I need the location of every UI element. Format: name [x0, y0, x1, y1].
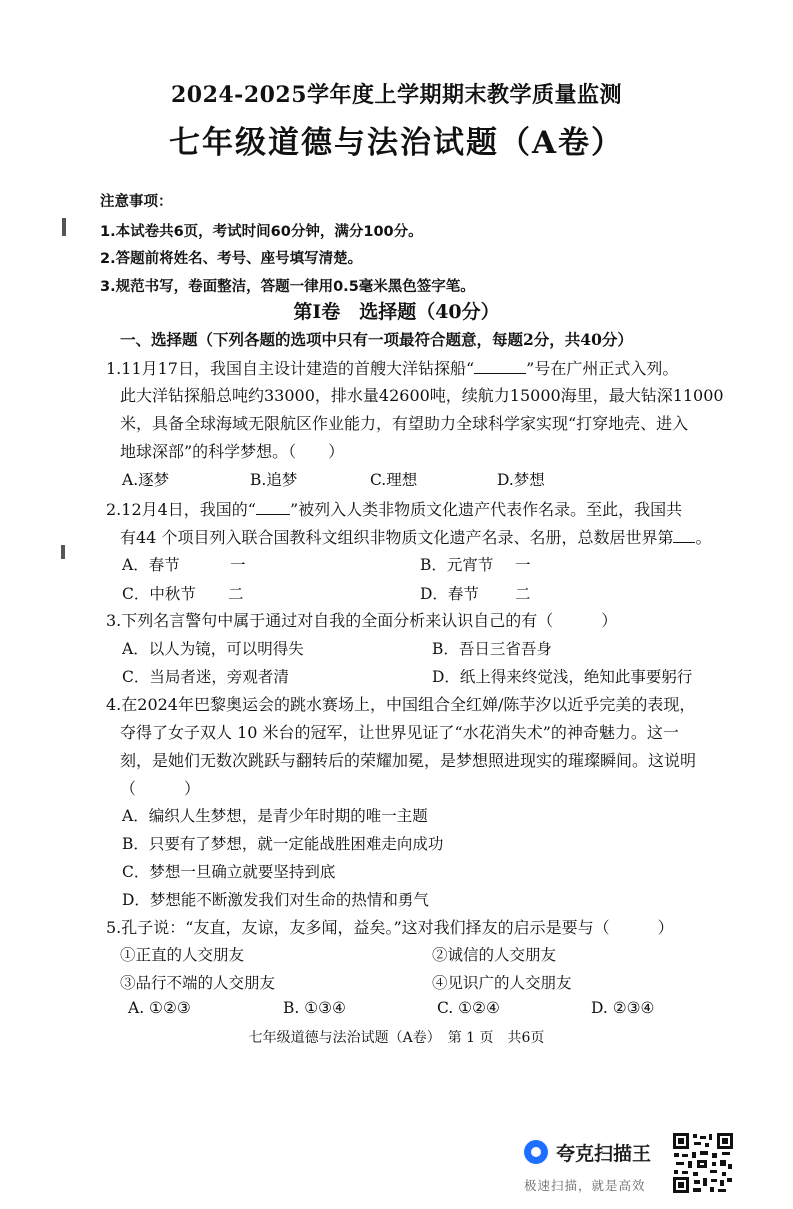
question-4-option-a: A．编织人生梦想，是青少年时期的唯一主题	[122, 807, 428, 825]
answer-blank	[673, 528, 695, 543]
notice-item-1: 1.本试卷共6页，考试时间60分钟，满分100分。	[100, 224, 423, 240]
question-1-option-c: C.理想	[370, 471, 418, 489]
question-4-line-2: 夺得了女子双人 10 米台的冠军，让世界见证了“水花消失术”的神奇魅力。这一	[120, 723, 679, 742]
part-heading: 一、选择题（下列各题的选项中只有一项最符合题意，每题2分，共40分）	[120, 330, 633, 349]
scan-mark	[62, 218, 66, 236]
scanner-logo-icon	[524, 1140, 548, 1164]
exam-header-line1: 2024-2025学年度上学期期末教学质量监测	[170, 82, 623, 108]
question-2-option-d: D．春节	[420, 585, 479, 603]
scanner-slogan: 极速扫描，就是高效	[524, 1178, 646, 1193]
question-5-item-3: ③品行不端的人交朋友	[120, 974, 276, 992]
question-2-option-b-value: 一	[515, 556, 531, 574]
qr-code-icon	[672, 1132, 734, 1194]
exam-title: 七年级道德与法治试题（A卷）	[168, 125, 625, 161]
scanner-brand-name: 夸克扫描王	[556, 1143, 652, 1165]
question-4-line-3: 刻，是她们无数次跳跃与翻转后的荣耀加冕，是梦想照进现实的璀璨瞬间。这说明	[120, 751, 697, 770]
question-5-line-1: 5.孔子说：“友直，友谅，友多闻，益矣。”这对我们择友的启示是要与（ ）	[106, 918, 674, 937]
question-2-option-a: A．春节	[122, 556, 180, 574]
question-5-option-c: C. ①②④	[437, 999, 500, 1017]
answer-blank	[474, 359, 526, 374]
question-2-option-c-value: 二	[228, 585, 244, 603]
question-1-option-b: B.追梦	[250, 471, 298, 489]
question-5-option-b: B. ①③④	[283, 999, 346, 1017]
question-3-option-a: A．以人为镜，可以明得失	[122, 640, 304, 658]
question-2-option-d-value: 二	[515, 585, 531, 603]
question-3-option-d: D．纸上得来终觉浅，绝知此事要躬行	[432, 668, 693, 686]
page-footer: 七年级道德与法治试题（A卷） 第 1 页 共6页	[248, 1030, 545, 1046]
question-2-line-1: 2.12月4日，我国的“ ”被列入人类非物质文化遗产代表作名录。至此，我国共	[106, 500, 683, 519]
question-4-line-4: （ ）	[120, 779, 201, 798]
question-1-line-2: 此大洋钻探船总吨约33000，排水量42600吨，续航力15000海里，最大钻深11000	[120, 386, 724, 405]
question-5-item-2: ②诚信的人交朋友	[432, 946, 557, 964]
notice-heading: 注意事项：	[100, 194, 173, 210]
question-3-option-c: C．当局者迷，旁观者清	[122, 668, 289, 686]
question-1-line-3: 米，具备全球海域无限航区作业能力，有望助力全球科学家实现“打穿地壳、进入	[120, 414, 689, 433]
answer-blank	[256, 500, 290, 515]
question-2-option-c: C．中秋节	[122, 585, 196, 603]
notice-item-2: 2.答题前将姓名、考号、座号填写清楚。	[100, 251, 363, 267]
question-4-line-1: 4.在2024年巴黎奥运会的跳水赛场上，中国组合全红婵/陈芋汐以近乎完美的表现，	[106, 695, 696, 714]
question-3-line-1: 3.下列名言警句中属于通过对自我的全面分析来认识自己的有（ ）	[106, 611, 618, 630]
question-2-line-2: 有44 个项目列入联合国教科文组织非物质文化遗产名录、名册，总数居世界第 。	[120, 528, 712, 547]
question-2-option-b: B．元宵节	[420, 556, 494, 574]
question-3-option-b: B．吾日三省吾身	[432, 640, 552, 658]
question-4-option-c: C．梦想一旦确立就要坚持到底	[122, 863, 336, 881]
question-1-option-a: A.逐梦	[122, 471, 170, 489]
question-1-line-1: 1.11月17日，我国自主设计建造的首艘大洋钻探船“ ”号在广州正式入列。	[106, 359, 679, 378]
question-4-option-b: B．只要有了梦想，就一定能战胜困难走向成功	[122, 835, 444, 853]
question-5-option-d: D. ②③④	[591, 999, 655, 1017]
question-5-item-4: ④见识广的人交朋友	[432, 974, 572, 992]
notice-item-3: 3.规范书写，卷面整洁，答题一律用0.5毫米黑色签字笔。	[100, 279, 475, 295]
question-4-option-d: D．梦想能不断激发我们对生命的热情和勇气	[122, 891, 429, 909]
question-5-option-a: A. ①②③	[128, 999, 191, 1017]
question-1-line-4: 地球深部”的科学梦想。（ ）	[120, 442, 345, 461]
question-5-item-1: ①正直的人交朋友	[120, 946, 245, 964]
section-title: 第Ⅰ卷 选择题（40分）	[293, 301, 500, 323]
question-2-option-a-value: 一	[230, 556, 246, 574]
scan-mark	[61, 545, 65, 559]
question-1-option-d: D.梦想	[497, 471, 545, 489]
